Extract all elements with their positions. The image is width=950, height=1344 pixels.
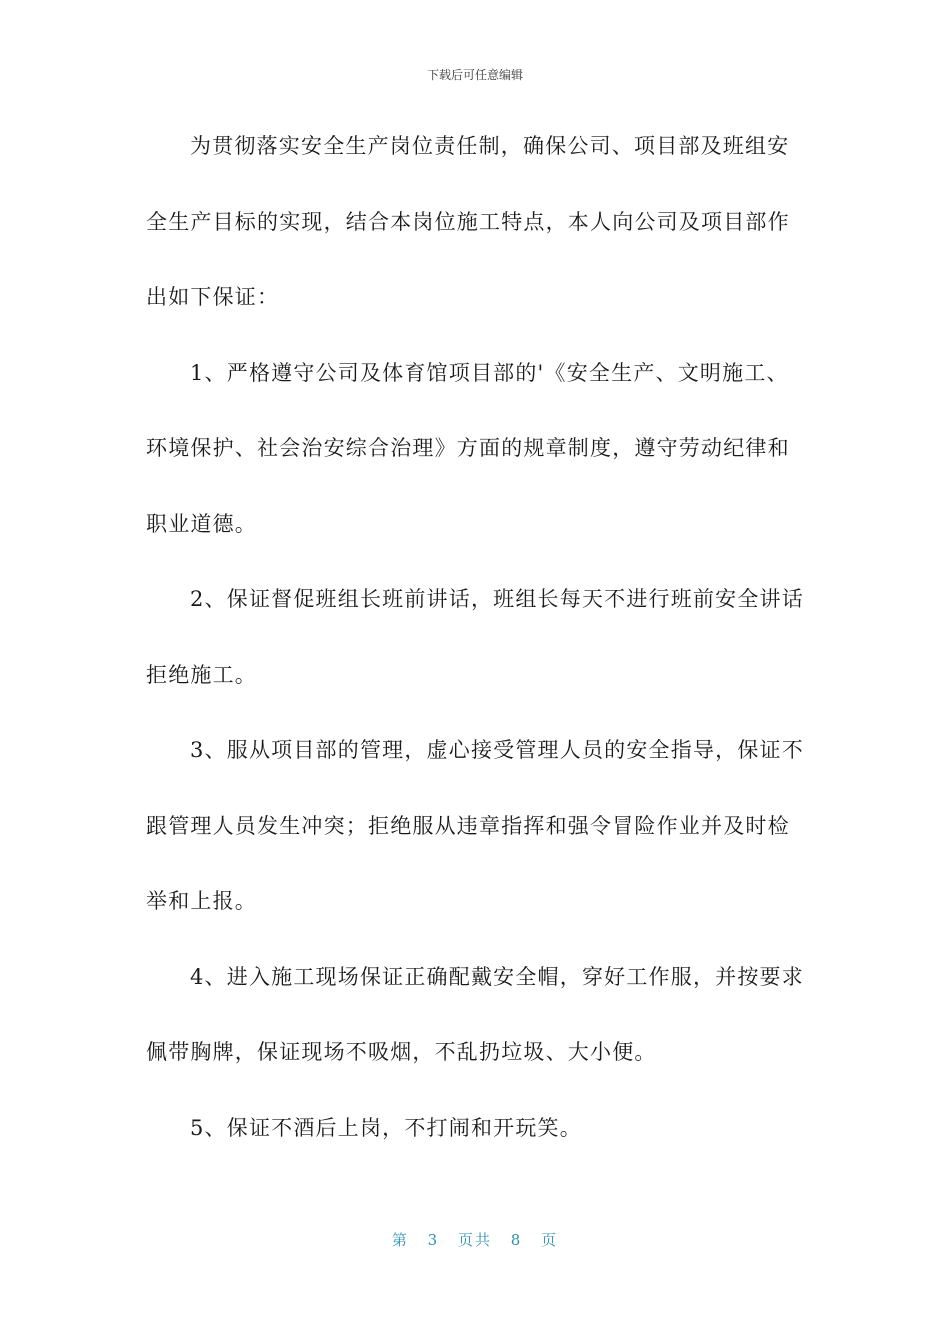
paragraph-line: 为贯彻落实安全生产岗位责任制，确保公司、项目部及班组安 xyxy=(190,134,790,158)
paragraph-line: 职业道德。 xyxy=(146,511,257,536)
paragraph-line: 跟管理人员发生冲突；拒绝服从违章指挥和强令冒险作业并及时检 xyxy=(146,813,790,838)
page-label-suffix: 页 xyxy=(541,1231,559,1249)
paragraph-line: 佩带胸牌，保证现场不吸烟，不乱扔垃圾、大小便。 xyxy=(146,1040,657,1064)
paragraph-line: 出如下保证： xyxy=(146,285,280,309)
paragraph-line: 1、严格遵守公司及体育馆项目部的'《安全生产、文明施工、 xyxy=(190,360,789,385)
page-label-prefix: 第 xyxy=(391,1231,409,1249)
page-footer xyxy=(0,1229,950,1250)
paragraph-line: 3、服从项目部的管理，虚心接受管理人员的安全指导，保证不 xyxy=(190,738,804,762)
total-pages-number: 8 xyxy=(510,1231,523,1249)
page-label-middle: 页共 xyxy=(457,1231,492,1249)
paragraph-line: 4、进入施工现场保证正确配戴安全帽，穿好工作服，并按要求 xyxy=(190,964,804,989)
paragraph-line: 拒绝施工。 xyxy=(146,662,257,687)
document-body xyxy=(146,128,810,1185)
paragraph-line: 全生产目标的实现，结合本岗位施工特点，本人向公司及项目部作 xyxy=(146,209,790,234)
paragraph-line: 5、保证不酒后上岗，不打闹和开玩笑。 xyxy=(190,1115,582,1140)
page-header: 下载后可任意编辑 xyxy=(426,68,523,82)
current-page-number: 3 xyxy=(427,1231,440,1249)
paragraph-line: 2、保证督促班组长班前讲话，班组长每天不进行班前安全讲话 xyxy=(190,587,804,611)
paragraph-line: 举和上报。 xyxy=(146,889,257,913)
paragraph-line: 环境保护、社会治安综合治理》方面的规章制度，遵守劳动纪律和 xyxy=(146,436,790,460)
